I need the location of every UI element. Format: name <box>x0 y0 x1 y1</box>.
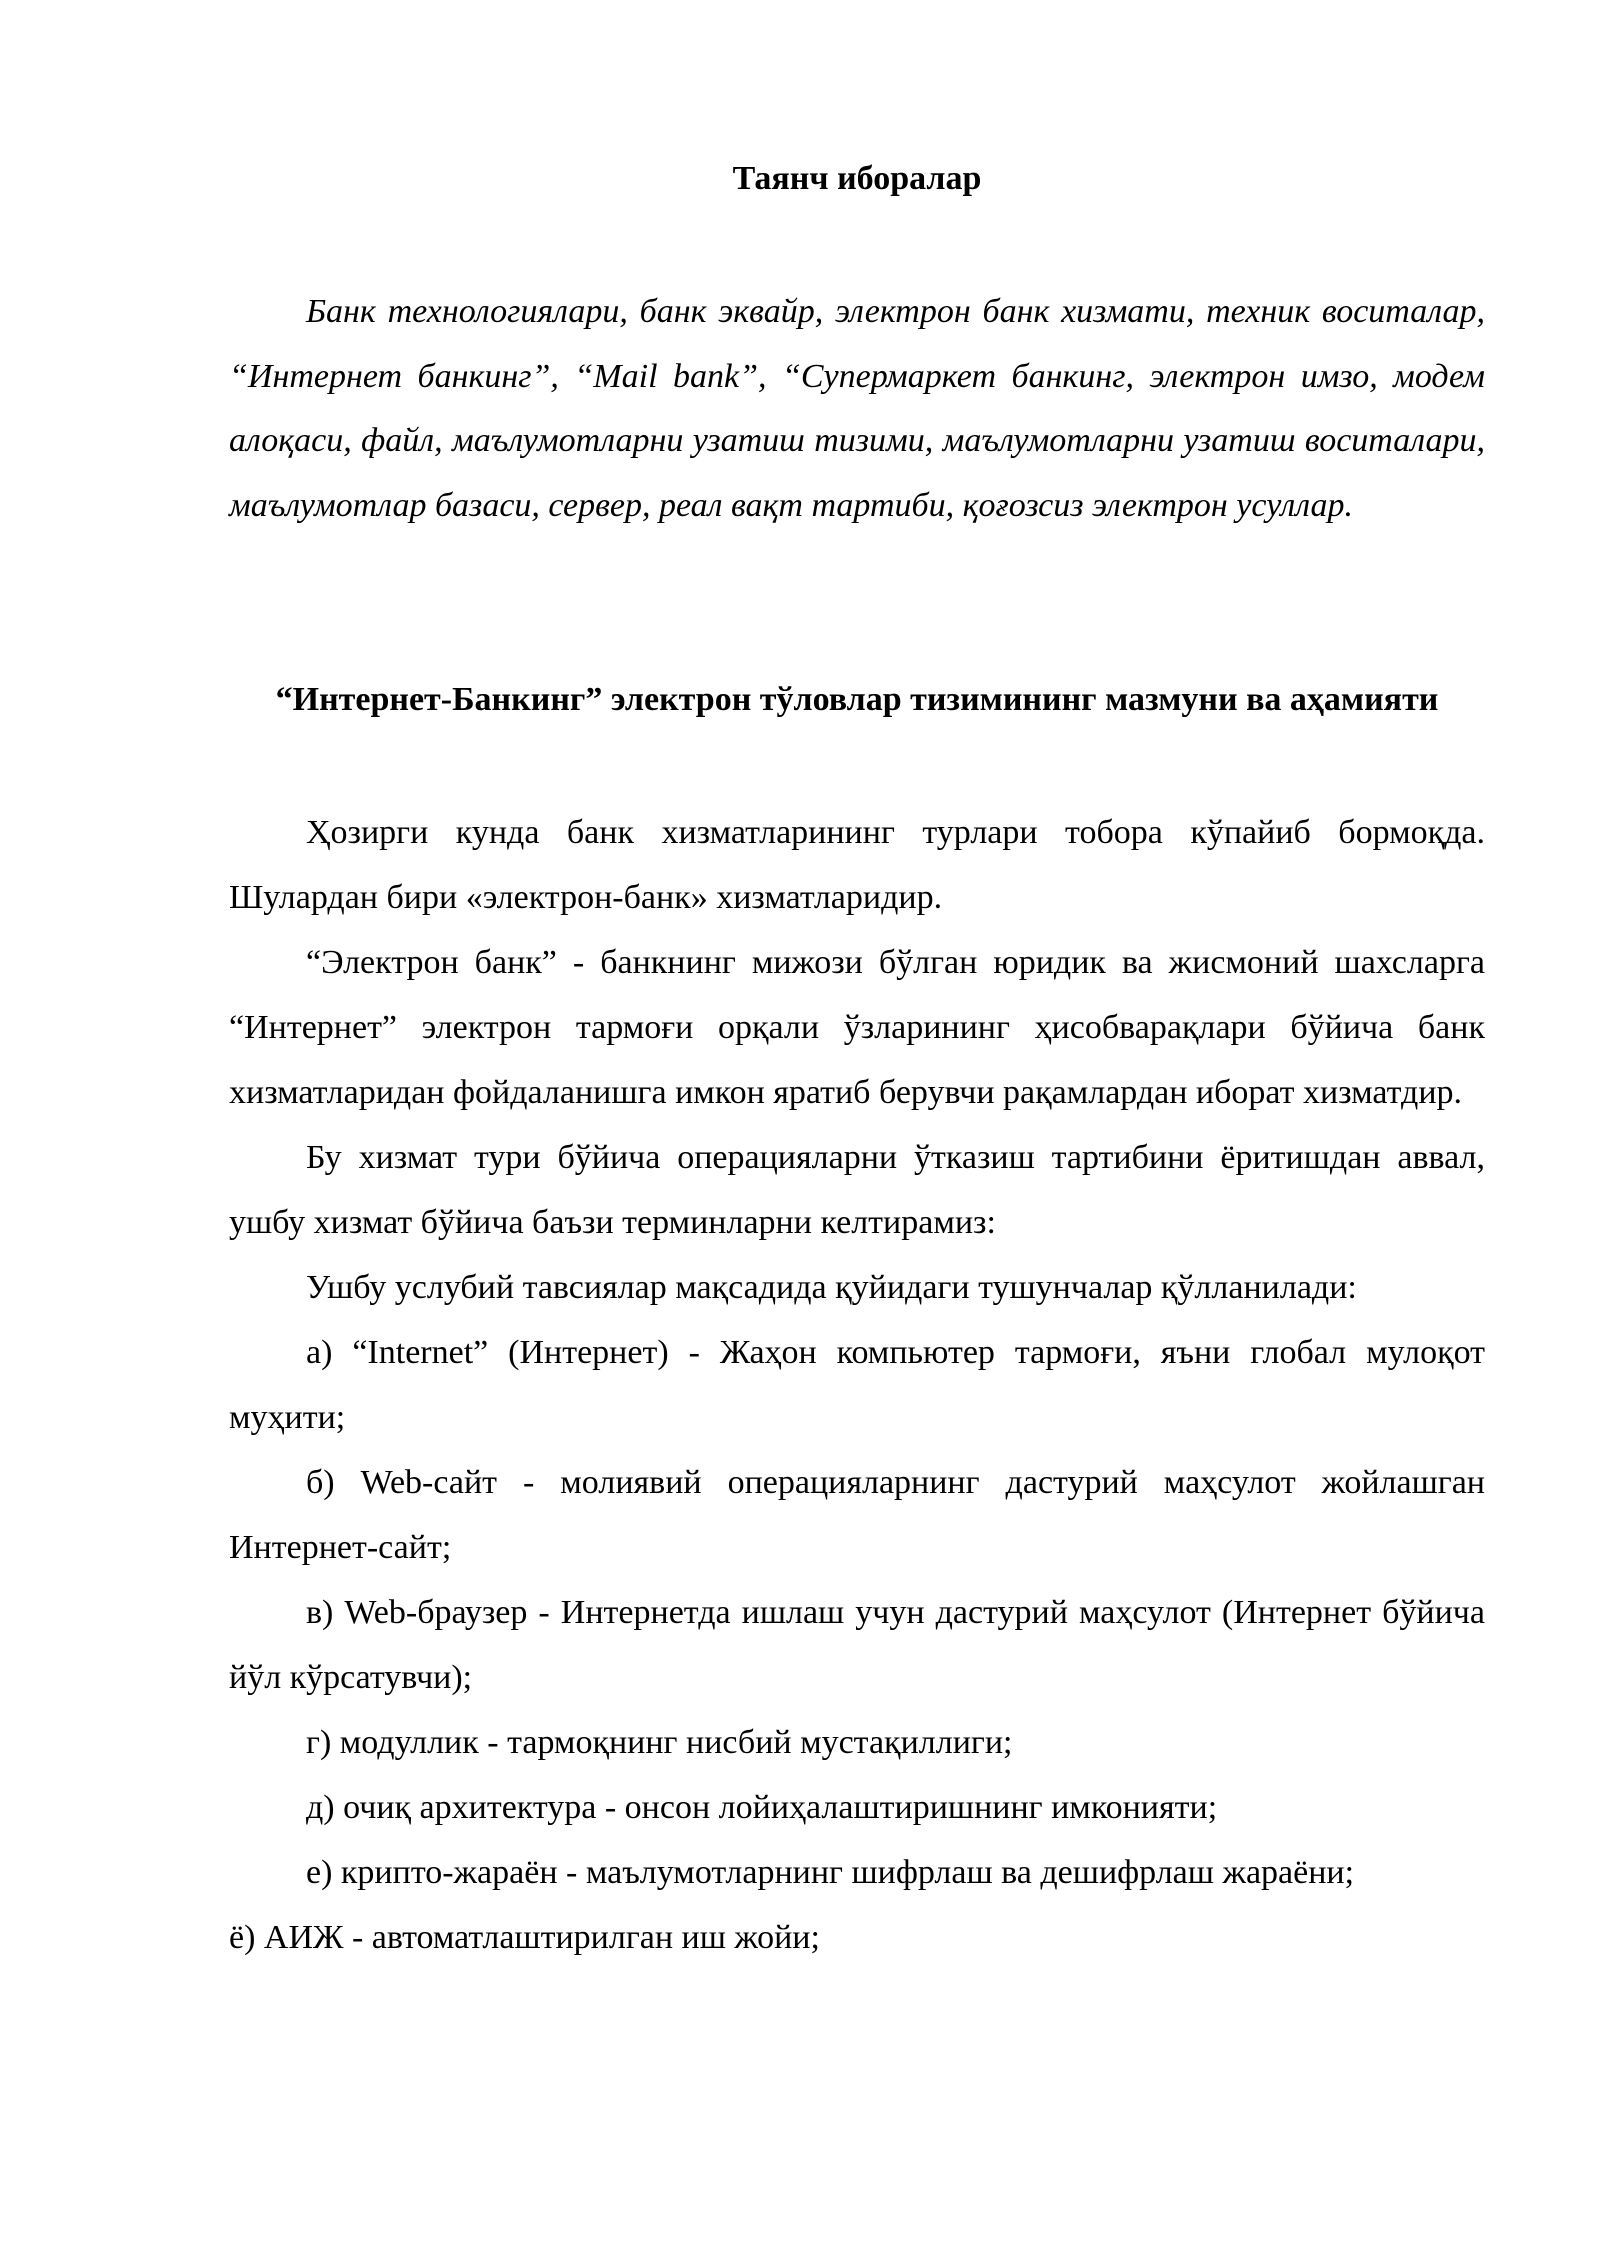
paragraph: Бу хизмат тури бўйича операцияларни ўтказиш тартибини ёритишдан аввал, ушбу хизмат бўйича баъзи терминларни келтирамиз: <box>229 1139 1485 1241</box>
term-item: г) модуллик - тармоқнинг нисбий мустақиллиги; <box>306 1724 1013 1761</box>
keywords-heading: Таянч иборалар <box>732 160 982 197</box>
term-item: д) очиқ архитектура - онсон лойиҳалаштиришнинг имконияти; <box>306 1789 1218 1826</box>
term-item: б) Web-сайт - молиявий операцияларнинг дастурий маҳсулот жойлашган Интернет-сайт; <box>229 1464 1485 1566</box>
body-text <box>229 800 1485 1970</box>
term-item: ё) АИЖ - автоматлаштирилган иш жойи; <box>229 1919 820 1956</box>
term-item: е) крипто-жараён - маълумотларнинг шифрлаш ва дешифрлаш жараёни; <box>306 1854 1355 1891</box>
section-heading: “Интернет-Банкинг” электрон тўловлар тизимининг мазмуни ва аҳамияти <box>275 681 1439 718</box>
paragraph: “Электрон банк” - банкнинг мижози бўлган юридик ва жисмоний шахсларга “Интернет” электрон тармоғи орқали ўзларининг ҳисобварақлари бўйича банк хизматларидан фойдаланишга имкон яратиб берувчи рақамлардан иборат хизматдир. <box>229 944 1485 1111</box>
paragraph: Ҳозирги кунда банк хизматларининг турлари тобора кўпайиб бормоқда. Шулардан бири «электрон-банк» хизматларидир. <box>229 814 1485 916</box>
paragraph: Ушбу услубий тавсиялар мақсадида қуйидаги тушунчалар қўлланилади: <box>306 1269 1357 1306</box>
term-item: а) “Internet” (Интернет) - Жаҳон компьютер тармоғи, яъни глобал мулоқот муҳити; <box>229 1334 1485 1436</box>
keywords-paragraph: Банк технологиялари, банк эквайр, электрон банк хизмати, техник воситалар, “Интернет банкинг”, “Mail bank”, “Супермаркет банкинг, электрон имзо, модем алоқаси, файл, маълумотларни узатиш тизими, маълумотларни узатиш воситалари, маълумотлар базаси, сервер, реал вақт тартиби, қоғозсиз электрон усуллар. <box>229 293 1485 524</box>
term-item: в) Web-браузер - Интернетда ишлаш учун дастурий маҳсулот (Интернет бўйича йўл кўрсатувчи); <box>229 1594 1485 1696</box>
